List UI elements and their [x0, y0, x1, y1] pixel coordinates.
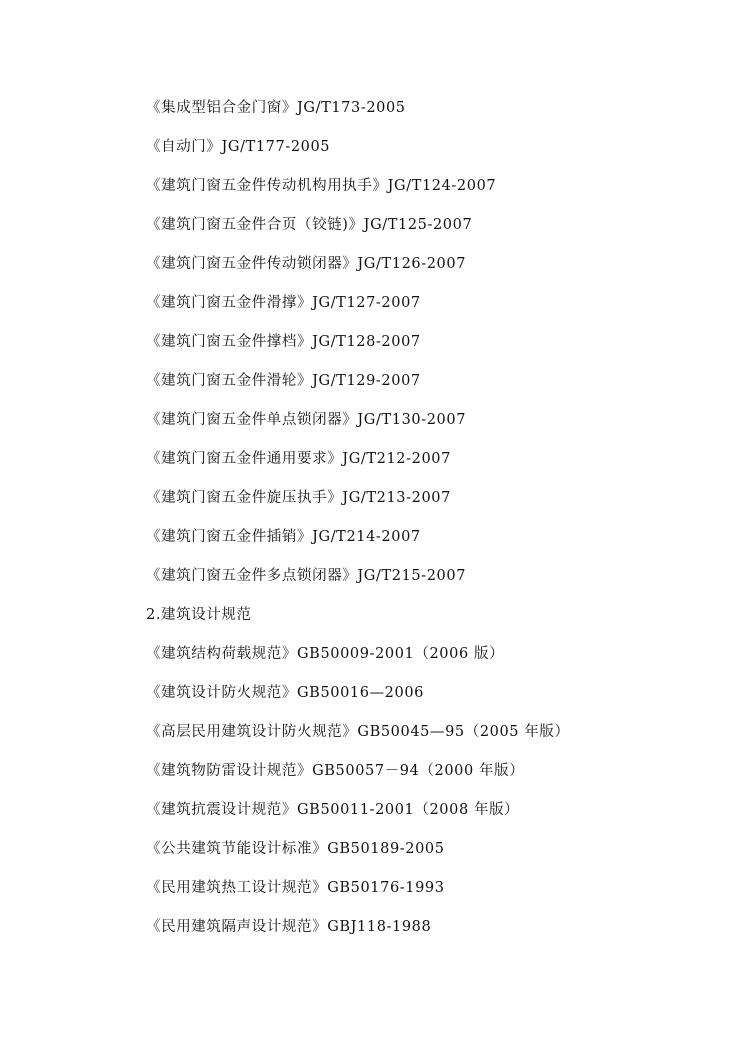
standard-line: 《建筑物防雷设计规范》GB50057－94（2000 年版） — [146, 763, 525, 779]
standard-line: 《集成型铝合金门窗》JG/T173-2005 — [146, 100, 406, 116]
standard-line: 《建筑设计防火规范》GB50016—2006 — [146, 685, 424, 701]
standard-line: 《民用建筑隔声设计规范》GBJ118-1988 — [146, 919, 432, 935]
standard-line: 《公共建筑节能设计标准》GB50189-2005 — [146, 841, 445, 857]
standard-line: 《高层民用建筑设计防火规范》GB50045—95（2005 年版） — [146, 724, 570, 740]
standard-line: 《民用建筑热工设计规范》GB50176-1993 — [146, 880, 445, 896]
standard-line: 《建筑门窗五金件传动机构用执手》JG/T124-2007 — [146, 178, 497, 194]
standard-line: 《建筑抗震设计规范》GB50011-2001（2008 年版） — [146, 802, 520, 818]
standard-line: 《建筑门窗五金件合页（铰链)》JG/T125-2007 — [146, 217, 473, 233]
standard-line: 《建筑门窗五金件撑档》JG/T128-2007 — [146, 334, 421, 350]
section-heading: 2.建筑设计规范 — [146, 607, 252, 623]
standard-line: 《建筑结构荷载规范》GB50009-2001（2006 版） — [146, 646, 505, 662]
standard-line: 《自动门》JG/T177-2005 — [146, 139, 331, 155]
standard-line: 《建筑门窗五金件旋压执手》JG/T213-2007 — [146, 490, 451, 506]
standard-line: 《建筑门窗五金件滑轮》JG/T129-2007 — [146, 373, 421, 389]
standard-line: 《建筑门窗五金件通用要求》JG/T212-2007 — [146, 451, 451, 467]
standard-line: 《建筑门窗五金件插销》JG/T214-2007 — [146, 529, 421, 545]
standard-line: 《建筑门窗五金件传动锁闭器》JG/T126-2007 — [146, 256, 467, 272]
standard-line: 《建筑门窗五金件多点锁闭器》JG/T215-2007 — [146, 568, 467, 584]
standard-line: 《建筑门窗五金件滑撑》JG/T127-2007 — [146, 295, 421, 311]
standard-line: 《建筑门窗五金件单点锁闭器》JG/T130-2007 — [146, 412, 467, 428]
